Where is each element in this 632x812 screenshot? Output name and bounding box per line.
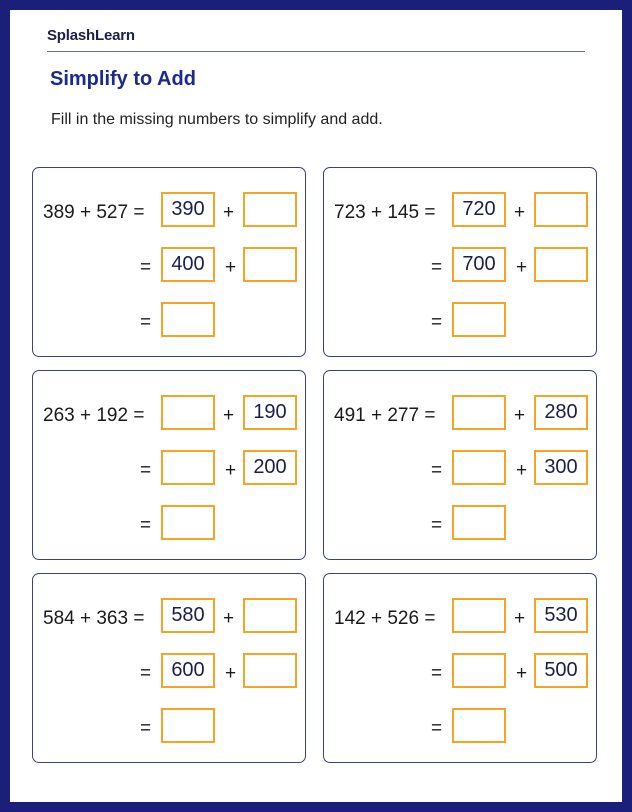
answer-box[interactable]: 300	[534, 450, 588, 485]
answer-box[interactable]: 530	[534, 598, 588, 633]
plus-sign: +	[516, 663, 528, 684]
final-answer-box[interactable]	[161, 302, 215, 337]
header-divider	[47, 51, 585, 52]
equals-sign: =	[431, 515, 443, 536]
answer-box[interactable]: 400	[161, 247, 215, 282]
answer-box[interactable]	[161, 395, 215, 430]
problem-card	[323, 167, 597, 357]
plus-sign: +	[514, 608, 526, 629]
answer-box[interactable]	[452, 653, 506, 688]
equals-sign: =	[431, 257, 443, 278]
plus-sign: +	[225, 460, 237, 481]
problem-card	[323, 573, 597, 763]
plus-sign: +	[516, 257, 528, 278]
equals-sign: =	[140, 460, 152, 481]
equals-sign: =	[431, 312, 443, 333]
answer-box[interactable]: 700	[452, 247, 506, 282]
equals-sign: =	[431, 460, 443, 481]
worksheet-page	[10, 10, 622, 802]
answer-box[interactable]: 190	[243, 395, 297, 430]
equals-sign: =	[140, 312, 152, 333]
plus-sign: +	[223, 405, 235, 426]
answer-box[interactable]	[534, 247, 588, 282]
answer-box[interactable]	[243, 192, 297, 227]
answer-box[interactable]	[161, 450, 215, 485]
plus-sign: +	[225, 663, 237, 684]
final-answer-box[interactable]	[161, 505, 215, 540]
equals-sign: =	[431, 718, 443, 739]
problem-card	[32, 370, 306, 560]
problem-card	[32, 573, 306, 763]
splashlearn-logo: SplashLearn	[47, 27, 135, 44]
problem-expression: 142 + 526 =	[334, 608, 436, 629]
problem-expression: 584 + 363 =	[43, 608, 145, 629]
plus-sign: +	[225, 257, 237, 278]
answer-box[interactable]	[452, 450, 506, 485]
answer-box[interactable]	[534, 192, 588, 227]
instructions: Fill in the missing numbers to simplify and add.	[51, 111, 383, 128]
plus-sign: +	[514, 202, 526, 223]
problem-expression: 389 + 527 =	[43, 202, 145, 223]
answer-box[interactable]	[243, 247, 297, 282]
problem-expression: 723 + 145 =	[334, 202, 436, 223]
answer-box[interactable]: 200	[243, 450, 297, 485]
answer-box[interactable]	[243, 598, 297, 633]
final-answer-box[interactable]	[452, 302, 506, 337]
final-answer-box[interactable]	[452, 708, 506, 743]
answer-box[interactable]: 720	[452, 192, 506, 227]
plus-sign: +	[223, 608, 235, 629]
plus-sign: +	[514, 405, 526, 426]
answer-box[interactable]: 580	[161, 598, 215, 633]
problem-expression: 491 + 277 =	[334, 405, 436, 426]
answer-box[interactable]	[452, 598, 506, 633]
answer-box[interactable]	[452, 395, 506, 430]
problem-expression: 263 + 192 =	[43, 405, 145, 426]
equals-sign: =	[140, 515, 152, 536]
plus-sign: +	[516, 460, 528, 481]
problem-card	[32, 167, 306, 357]
equals-sign: =	[140, 257, 152, 278]
equals-sign: =	[140, 663, 152, 684]
answer-box[interactable]: 500	[534, 653, 588, 688]
answer-box[interactable]: 600	[161, 653, 215, 688]
final-answer-box[interactable]	[161, 708, 215, 743]
equals-sign: =	[431, 663, 443, 684]
answer-box[interactable]: 390	[161, 192, 215, 227]
answer-box[interactable]	[243, 653, 297, 688]
final-answer-box[interactable]	[452, 505, 506, 540]
problem-card	[323, 370, 597, 560]
page-title: Simplify to Add	[50, 68, 196, 90]
answer-box[interactable]: 280	[534, 395, 588, 430]
plus-sign: +	[223, 202, 235, 223]
equals-sign: =	[140, 718, 152, 739]
